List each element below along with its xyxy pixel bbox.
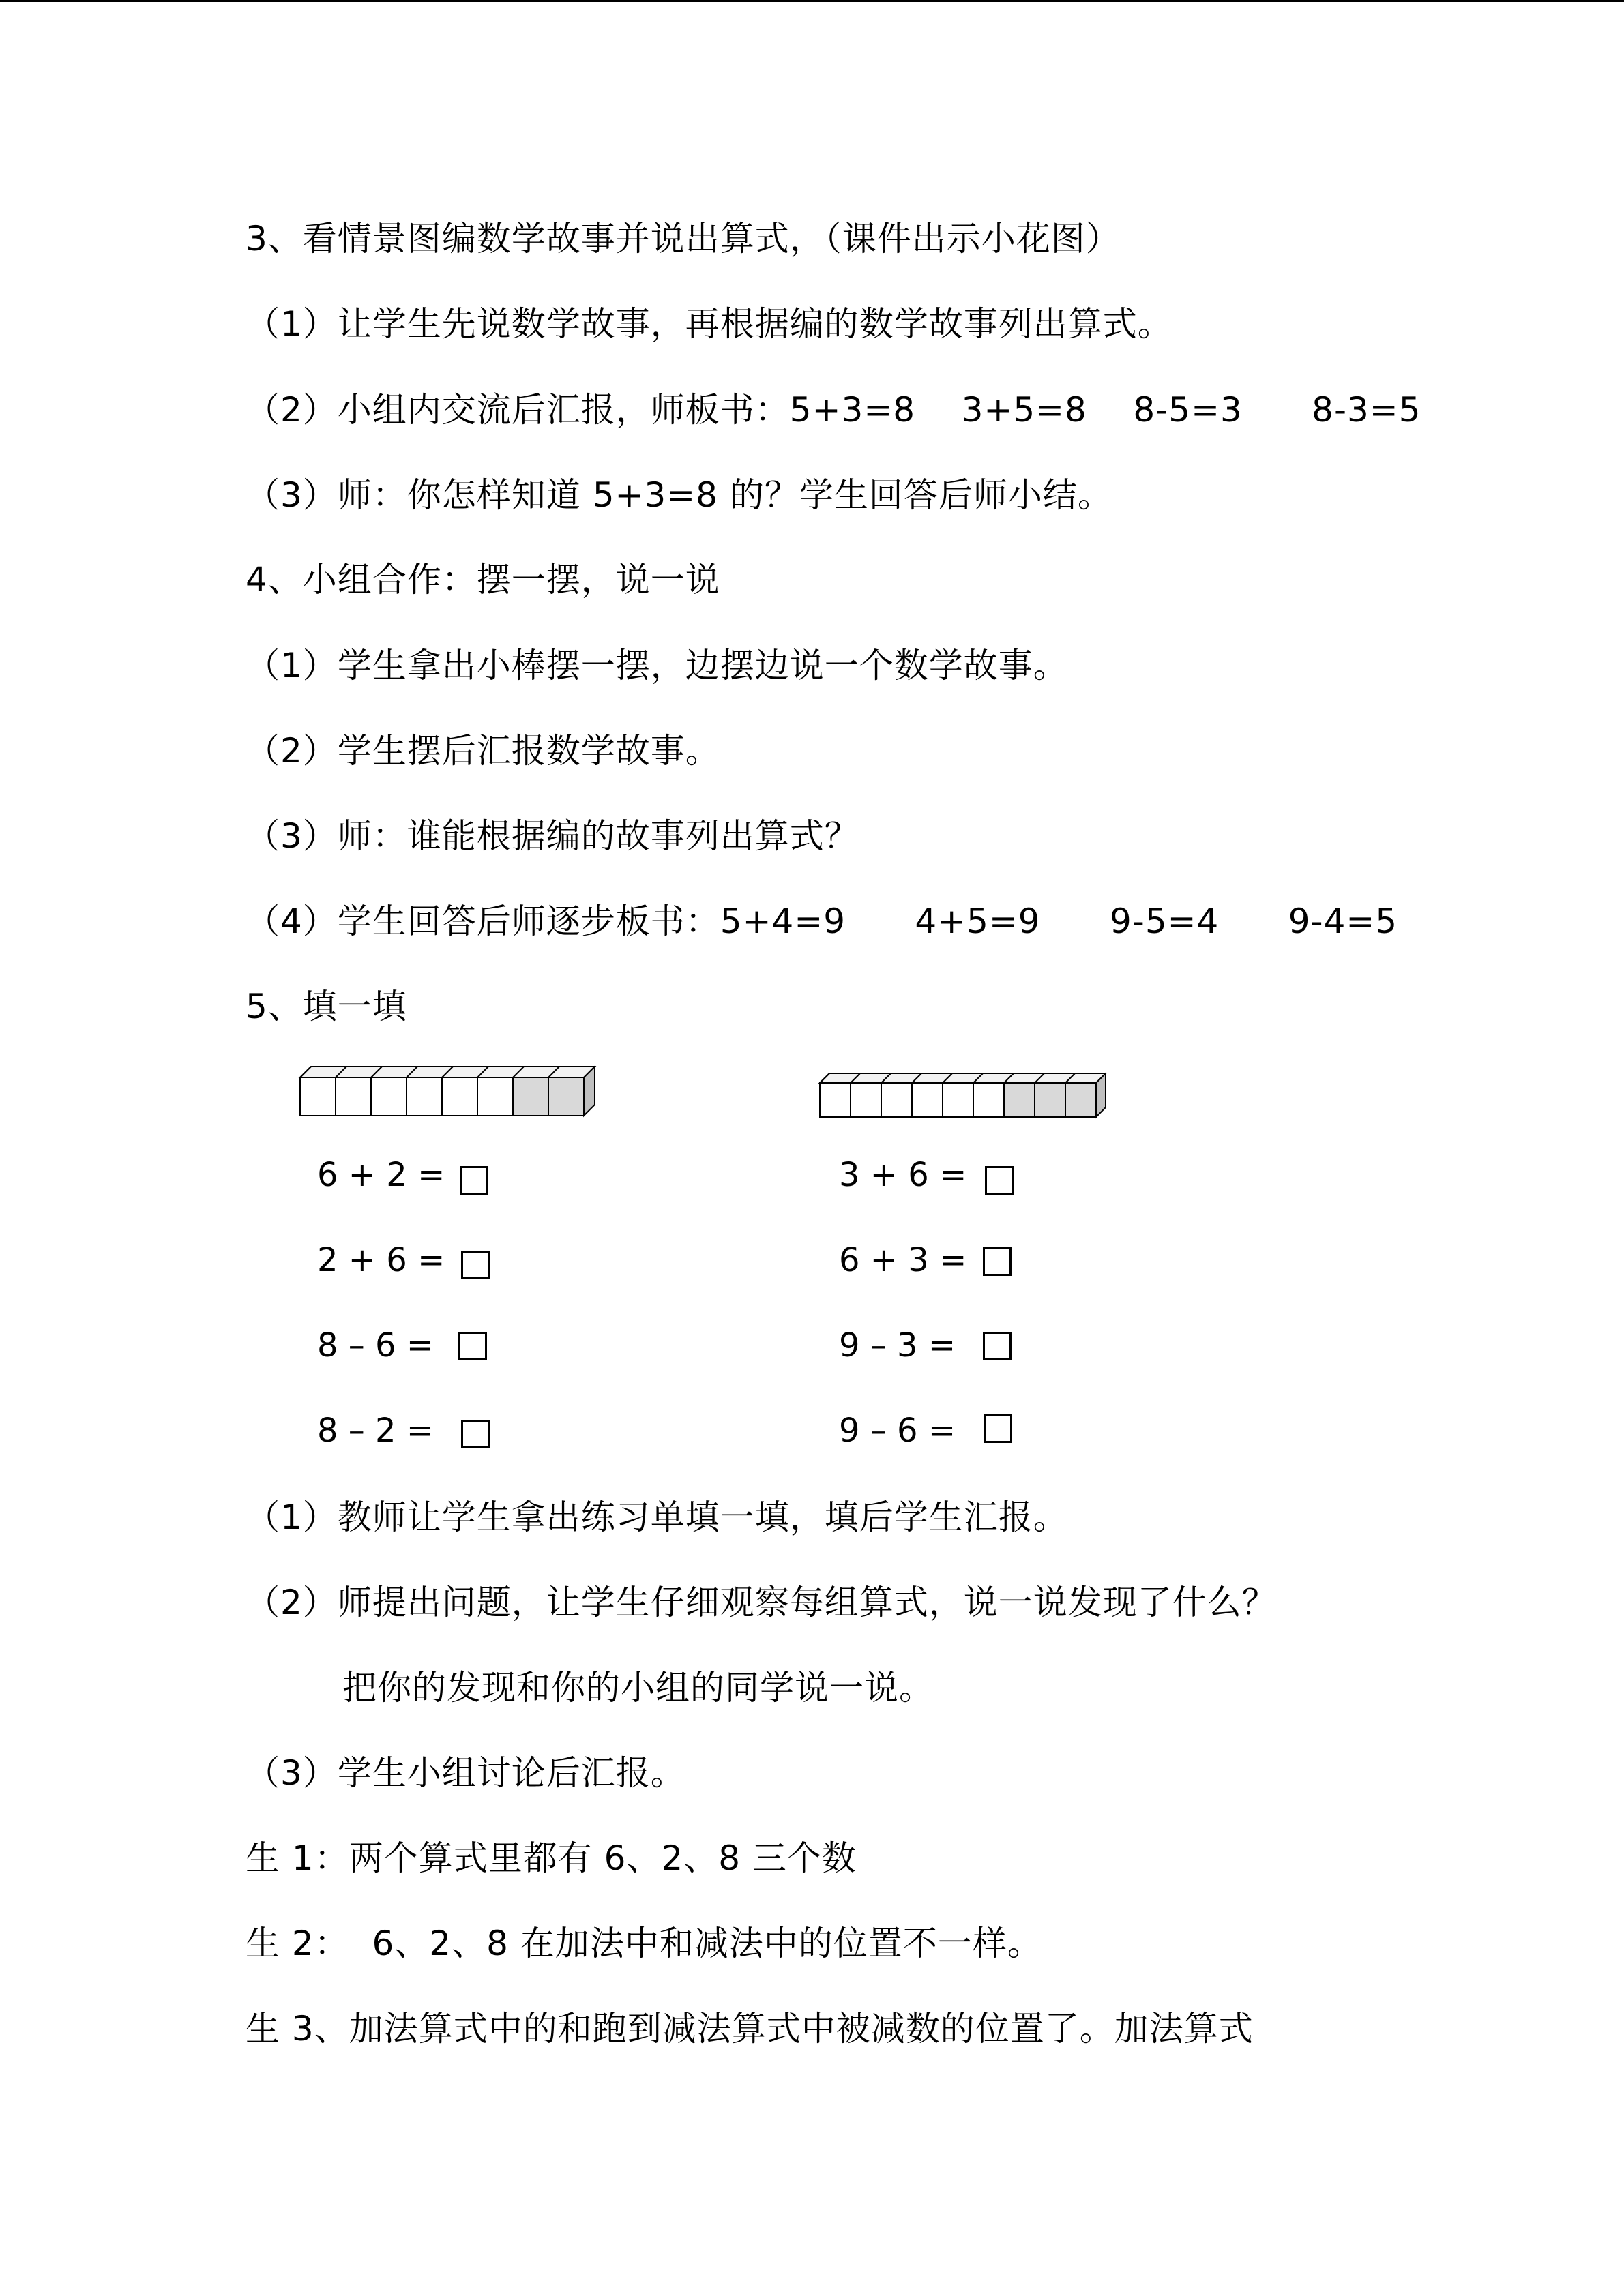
section-4-step-4: （4）学生回答后师逐步板书：5+4=9 4+5=9 9-5=4 9-4=5 (246, 901, 1398, 941)
left-equation-2: 2 + 6 = (317, 1241, 445, 1279)
cube-unshaded (407, 1077, 442, 1116)
section-5-step-1: （1）教师让学生拿出练习单填一填，填后学生汇报。 (246, 1497, 1068, 1537)
answer-box-left-2[interactable] (461, 1251, 490, 1279)
section-5-step-2-continued: 把你的发现和你的小组的同学说一说。 (342, 1668, 934, 1708)
cube-unshaded (477, 1077, 513, 1116)
cube-shaded (1035, 1083, 1065, 1117)
section-3-heading: 3、看情景图编数学故事并说出算式，（课件出示小花图） (246, 219, 1121, 258)
cube-unshaded (820, 1083, 851, 1117)
answer-box-left-3[interactable] (458, 1332, 487, 1360)
section-3-step-2: （2）小组内交流后汇报，师板书：5+3=8 3+5=8 8-5=3 8-3=5 (246, 390, 1421, 430)
right-block-illustration (817, 1071, 1110, 1122)
answer-box-right-4[interactable] (984, 1414, 1012, 1443)
right-equation-4: 9 – 6 = (839, 1412, 956, 1450)
cube-unshaded (851, 1083, 881, 1117)
answer-box-left-1[interactable] (460, 1166, 488, 1195)
answer-box-left-4[interactable] (461, 1420, 490, 1448)
answer-box-right-1[interactable] (985, 1166, 1014, 1195)
left-block-illustration (297, 1064, 597, 1118)
section-4-step-1: （1）学生拿出小棒摆一摆，边摆边说一个数学故事。 (246, 646, 1068, 685)
section-4-heading: 4、小组合作：摆一摆，说一说 (246, 560, 720, 599)
student-3-answer: 生 3、加法算式中的和跑到减法算式中被减数的位置了。加法算式 (246, 2009, 1254, 2048)
cube-unshaded (973, 1083, 1004, 1117)
section-4-step-2: （2）学生摆后汇报数学故事。 (246, 731, 720, 771)
page-top-border (0, 0, 1624, 2)
cube-top-face (820, 1073, 1106, 1083)
right-equation-1: 3 + 6 = (839, 1156, 967, 1194)
section-3-step-1: （1）让学生先说数学故事，再根据编的数学故事列出算式。 (246, 304, 1172, 344)
answer-box-right-3[interactable] (983, 1332, 1012, 1360)
cube-unshaded (300, 1077, 336, 1116)
section-4-step-3: （3）师：谁能根据编的故事列出算式？ (246, 816, 859, 856)
section-5-heading: 5、填一填 (246, 987, 407, 1026)
answer-box-right-2[interactable] (983, 1247, 1012, 1276)
left-equation-3: 8 – 6 = (317, 1326, 434, 1365)
section-5-step-3: （3）学生小组讨论后汇报。 (246, 1753, 685, 1793)
left-equation-4: 8 – 2 = (317, 1412, 434, 1450)
cube-shaded (1065, 1083, 1096, 1117)
cube-shaded (548, 1077, 584, 1116)
cube-unshaded (943, 1083, 973, 1117)
section-3-step-3: （3）师：你怎样知道 5+3=8 的？学生回答后师小结。 (246, 475, 1112, 515)
cube-unshaded (336, 1077, 371, 1116)
cube-shaded (1004, 1083, 1035, 1117)
section-5-step-2: （2）师提出问题，让学生仔细观察每组算式，说一说发现了什么？ (246, 1583, 1277, 1622)
left-equation-1: 6 + 2 = (317, 1156, 445, 1194)
cube-unshaded (371, 1077, 407, 1116)
right-equation-3: 9 – 3 = (839, 1326, 956, 1365)
right-equation-2: 6 + 3 = (839, 1241, 967, 1279)
student-1-answer: 生 1：两个算式里都有 6、2、8 三个数 (246, 1838, 857, 1878)
cube-unshaded (881, 1083, 912, 1117)
cube-unshaded (442, 1077, 477, 1116)
cube-unshaded (912, 1083, 943, 1117)
cube-shaded (513, 1077, 548, 1116)
student-2-answer: 生 2： 6、2、8 在加法中和减法中的位置不一样。 (246, 1924, 1042, 1963)
